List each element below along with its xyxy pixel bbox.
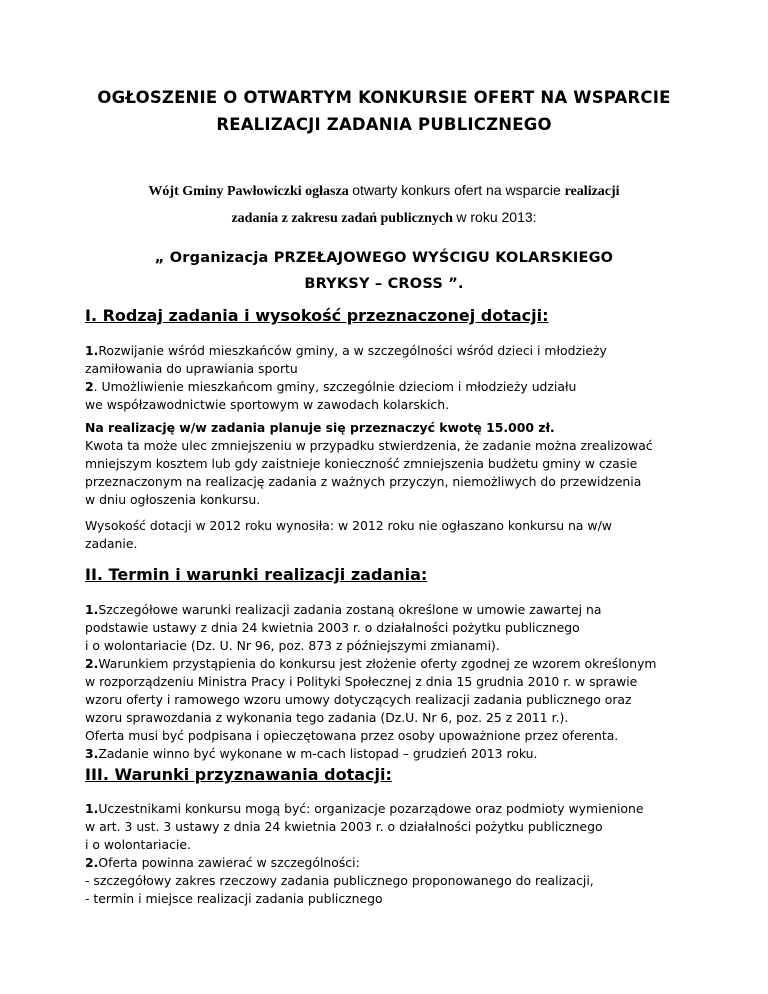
section-2-p1-text-3: i o wolontariacie (Dz. U. Nr 96, poz. 873 z późniejszymi zmianami).: [85, 638, 500, 653]
section-2-p1-number: 1.: [85, 602, 99, 617]
intro-line-1: [0, 182, 768, 200]
previous-line-1: Wysokość dotacji w 2012 roku wynosiła: w 2012 roku nie ogłaszano konkursu na w/w: [85, 518, 612, 533]
intro-author: Wójt Gminy Pawłowiczki: [148, 184, 302, 199]
intro-year: w roku 2013:: [456, 209, 537, 225]
section-3-bullet-1: - szczegółowy zakres rzeczowy zadania publicznego proponowanego do realizacji,: [85, 873, 594, 888]
section-2-p2-text-3: wzoru oferty i ramowego wzoru umowy dotyczących realizacji zadania publicznego oraz: [85, 692, 632, 707]
section-3-heading: III. Warunki przyznawania dotacji:: [85, 765, 392, 784]
section-1-previous: [85, 517, 612, 553]
section-3-p1-text: Uczestnikami konkursu mogą być: organizacje pozarządowe oraz podmioty wymienione: [98, 801, 644, 816]
funds-line-3: przeznaczonym na realizację zadania z ważnych przyczyn, niemożliwych do przewidzenia: [85, 474, 642, 489]
intro-realization: realizacji: [564, 184, 620, 199]
section-3-p1-text-3: i o wolontariacie.: [85, 837, 191, 852]
intro-line-2: [0, 209, 768, 227]
section-2-body: [85, 601, 657, 763]
section-3-p1-text-2: w art. 3 ust. 3 ustawy z dnia 24 kwietnia 2003 r. o działalności pożytku publicznego: [85, 819, 603, 834]
section-3-body: [85, 800, 644, 908]
section-3-p1-number: 1.: [85, 801, 99, 816]
section-3-bullet-2: - termin i miejsce realizacji zadania publicznego: [85, 891, 383, 906]
intro-contest: otwarty konkurs ofert na wsparcie: [352, 182, 565, 198]
title-line-2: REALIZACJI ZADANIA PUBLICZNEGO: [216, 115, 552, 134]
section-1-p1-text: Rozwijanie wśród mieszkańców gminy, a w szczególności wśród dzieci i młodzieży: [98, 343, 607, 358]
section-1-p1-number: 1.: [85, 343, 99, 358]
subject-line-2: BRYKSY – CROSS ”.: [304, 276, 464, 292]
section-3-p2-number: 2.: [85, 855, 99, 870]
section-1-p2-text-2: we współzawodnictwie sportowym w zawodach kolarskich.: [85, 397, 450, 412]
subject-line-1: „ Organizacja PRZEŁAJOWEGO WYŚCIGU KOLARSKIEGO: [154, 250, 614, 266]
section-2-heading: II. Termin i warunki realizacji zadania:: [85, 565, 428, 584]
title-line-1: OGŁOSZENIE O OTWARTYM KONKURSIE OFERT NA WSPARCIE: [97, 88, 671, 107]
intro-scope: zadania z zakresu zadań publicznych: [231, 211, 457, 226]
section-2-p3-text: Zadanie winno być wykonane w m-cach listopad – grudzień 2013 roku.: [98, 746, 538, 761]
section-3-p2-text: Oferta powinna zawierać w szczególności:: [98, 855, 360, 870]
section-2-p2-text: Warunkiem przystąpienia do konkursu jest złożenie oferty zgodnej ze wzorem określonym: [98, 656, 657, 671]
section-1-para-1: [85, 342, 607, 414]
section-2-p2-text-4: wzoru sprawozdania z wykonania tego zadania (Dz.U. Nr 6, poz. 25 z 2011 r.).: [85, 710, 569, 725]
section-2-p2-text-5: Oferta musi być podpisana i opieczętowana przez osoby upoważnione przez oferenta.: [85, 728, 619, 743]
section-2-p2-text-2: w rozporządzeniu Ministra Pracy i Polityki Społecznej z dnia 15 grudnia 2010 r. w sprawie: [85, 674, 638, 689]
funds-line-4: w dniu ogłoszenia konkursu.: [85, 492, 261, 507]
section-1-heading: I. Rodzaj zadania i wysokość przeznaczonej dotacji:: [85, 306, 549, 325]
section-1-p1-text-2: zamiłowania do uprawiania sportu: [85, 361, 298, 376]
previous-line-2: zadanie.: [85, 536, 138, 551]
section-2-p1-text: Szczegółowe warunki realizacji zadania zostaną określone w umowie zawartej na: [98, 602, 602, 617]
section-2-p3-number: 3.: [85, 746, 99, 761]
section-2-p1-text-2: podstawie ustawy z dnia 24 kwietnia 2003 r. o działalności pożytku publicznego: [85, 620, 580, 635]
intro-verb: ogłasza: [301, 184, 353, 199]
section-1-funds: [85, 419, 653, 509]
section-1-p2-text: . Umożliwienie mieszkańcom gminy, szczególnie dzieciom i młodzieży udziału: [93, 379, 577, 394]
funds-amount: Na realizację w/w zadania planuje się przeznaczyć kwotę 15.000 zł.: [85, 420, 555, 435]
funds-line-1: Kwota ta może ulec zmniejszeniu w przypadku stwierdzenia, że zadanie można zrealizować: [85, 438, 653, 453]
section-2-p2-number: 2.: [85, 656, 99, 671]
funds-line-2: mniejszym kosztem lub gdy zaistnieje konieczność zmniejszenia budżetu gminy w czasie: [85, 456, 638, 471]
section-1-p2-number: 2: [85, 379, 94, 394]
